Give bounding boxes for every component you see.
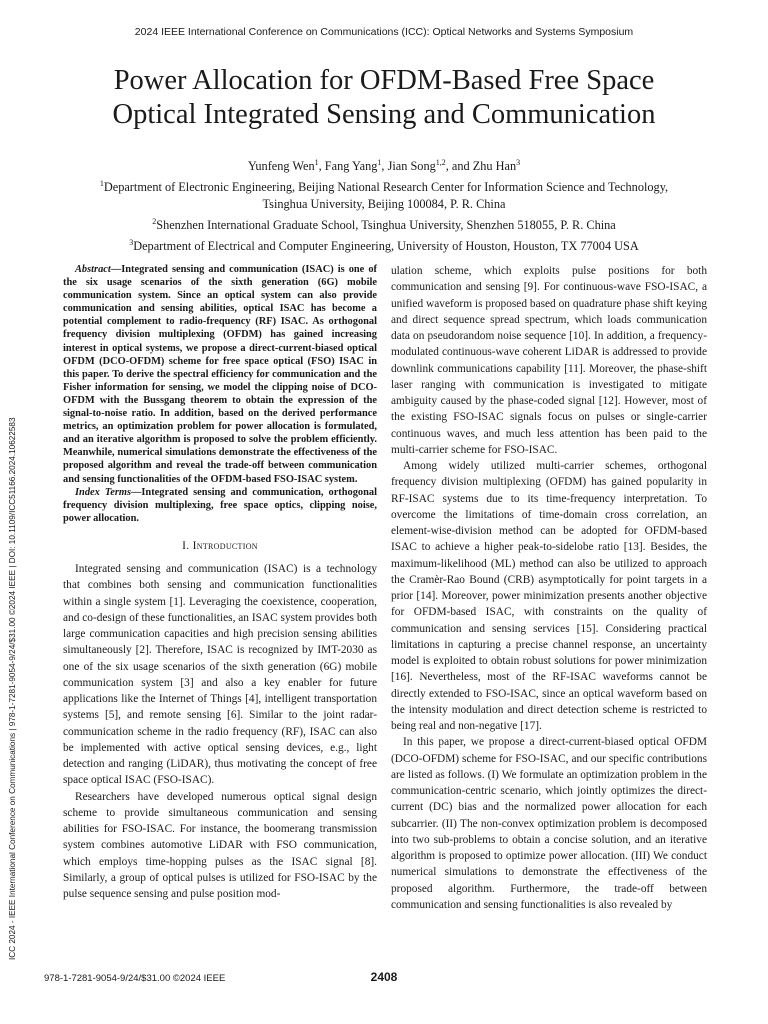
copyright-footer: 978-1-7281-9054-9/24/$31.00 ©2024 IEEE — [44, 973, 226, 984]
doi-sidebar: ICC 2024 - IEEE International Conference on Communications | 978-1-7281-9054-9/24/$31.00 ©2024 IEEE | DOI: 10.1109/ICC51166.2024.10622583 — [8, 417, 17, 960]
conference-header: 2024 IEEE International Conference on Communications (ICC): Optical Networks and Systems Symposium — [134, 26, 634, 38]
author-names — [40, 154, 728, 175]
author-separator: , — [318, 159, 325, 174]
section-title: Introduction — [192, 539, 258, 552]
author-separator: , — [381, 159, 388, 174]
affil-sup: 3 — [129, 238, 134, 248]
affil-text: Department of Electronic Engineering, Beijing National Research Center for Information Science and Technology, — [103, 180, 669, 195]
abstract-label: Abstract — [75, 264, 111, 275]
affiliation-2 — [40, 213, 728, 234]
index-terms-label: Index Terms — [75, 486, 131, 498]
affiliation-1 — [40, 175, 728, 196]
affil-text: Department of Electrical and Computer Engineering, University of Houston, Houston, TX 77004 USA — [133, 239, 639, 254]
section-numeral: I. — [182, 539, 193, 552]
title-line-1: Power Allocation for OFDM-Based Free Space — [113, 65, 655, 96]
author-separator: , and — [445, 159, 473, 174]
index-terms-text: —Integrated sensing and communication, orthogonal frequency division multiplexing, free space optics, clipping noise, power allocation. — [63, 486, 377, 524]
body-paragraph: ulation scheme, which exploits pulse positions for both communication and sensing [9]. For continuous-wave FSO-ISAC, a unified waveform is proposed based on quadrature phase shift keying and direct sequence spread spectrum, which loads communication data on pseudorandom noise sequence [10]. In addition, a frequency-modulated continuous-wave coherent LiDAR is addressed to provide downlink communications capability [11]. Moreover, the phase-shift laser ranging with communication is investigated to mitigate ambiguity caused by the phase-coded signal [12]. However, most of the existing FSO-ISAC signals focus on pulses or single-carrier continuous waves, and much less attention has been paid to the multi-carrier scheme for FSO-ISAC. — [391, 265, 707, 456]
author-name: Jian Song — [387, 159, 436, 174]
affil-sup: 2 — [152, 217, 157, 227]
author-block — [40, 154, 728, 255]
affiliation-3 — [40, 234, 728, 255]
author-name: Fang Yang — [324, 159, 378, 174]
affil-sup: 1 — [99, 179, 104, 189]
index-terms-paragraph — [63, 486, 377, 525]
author-name: Zhu Han — [472, 159, 517, 174]
right-column — [391, 263, 707, 913]
abstract-paragraph — [63, 263, 377, 486]
author-affil-sup: 3 — [516, 158, 521, 167]
author-affil-sup: 1,2 — [435, 158, 446, 167]
left-column — [63, 263, 377, 902]
page-number: 2408 — [370, 970, 398, 984]
body-paragraph: Integrated sensing and communication (ISAC) is a technology that combines both sensing and communication functionalities within a single system [1]. Leveraging the coexistence, cooperation, and co-design of these functionalities, an ISAC system provides both large communication capacities and high precision sensing abilities simultaneously [2]. Therefore, ISAC is recognized by IMT-2030 as one of the six usage scenarios of the sixth generation (6G) mobile communication system [3] and also a key enabler for future applications like the Internet of Things [4], intelligent transportation systems [5], and remote sensing [6]. Similar to the joint radar-communication scheme in the radio frequency (RF), ISAC can also be implemented with active optical sensing devices, e.g., light detection and ranging (LiDAR), thus motivating the concept of free space optical ISAC (FSO-ISAC). — [63, 563, 377, 787]
paper-title — [40, 64, 728, 132]
body-paragraph: Researchers have developed numerous optical signal design scheme to provide simultaneous communication and sensing abilities for FSO-ISAC. For instance, the boomerang transmission system combines automotive LiDAR with FSO communication, which employs time-hopping pulses as the ISAC signal [8]. Similarly, a group of optical pulses is utilized for FSO-ISAC by the pulse sequence sensing and pulse position mod- — [63, 790, 377, 901]
author-affil-sup: 1 — [314, 158, 319, 167]
affiliation-1-cont: Tsinghua University, Beijing 100084, P. R. China — [262, 197, 506, 212]
section-heading-introduction — [63, 538, 377, 554]
title-line-2: Optical Integrated Sensing and Communication — [112, 99, 656, 130]
abstract-block — [63, 263, 377, 525]
author-name: Yunfeng Wen — [247, 159, 315, 174]
affil-text: Shenzhen International Graduate School, Tsinghua University, Shenzhen 518055, P. R. China — [156, 218, 616, 233]
body-paragraph: In this paper, we propose a direct-current-biased optical OFDM (DCO-OFDM) scheme for FSO-ISAC, and our specific contributions are listed as follows. (I) We formulate an optimization problem in the communication-centric scenario, which jointly optimizes the direct-current (DC) bias and the normalized power allocation for each subcarrier. (II) The non-convex optimization problem is decomposed into two sub-problems to obtain a concise solution, and an iterative algorithm is proposed to optimize power allocation. (III) We conduct numerical simulations to demonstrate the effectiveness of the proposed algorithm. Furthermore, the trade-off between communication and sensing functionalities is also revealed by — [391, 736, 707, 911]
author-affil-sup: 1 — [377, 158, 382, 167]
body-paragraph: Among widely utilized multi-carrier schemes, orthogonal frequency division multiplexing (OFDM) has gained popularity in RF-ISAC systems due to its time-frequency interpretation. To overcome the limitations of time-domain cross correlation, an element-wise-division method can be adopted for OFDM-based ISAC to achieve a higher peak-to-sidelobe ratio [13]. Besides, the maximum-likelihood (ML) method can also be utilized to approach the Cramèr-Rao Bound (CRB) asymptotically for point targets in a prior [14]. Moreover, power minimization presents another objective for OFDM-based ISAC, with constraints on the quality of communication and sensing services [15]. Considering practical limitations in capturing a precise channel response, an uncertainty model is exploited to obtain robust solutions for power minimization [16]. Nevertheless, most of the RF-ISAC waveforms cannot be directly extended to FSO-ISAC, since an optical waveform based on the intensity modulation and direct detection scheme is restricted to being real and non-negative [17]. — [391, 460, 707, 732]
abstract-text: —Integrated sensing and communication (ISAC) is one of the six usage scenarios of the sixth generation (6G) mobile communication system. Since an optical system can also provide communication and sensing abilities, optical ISAC has become a potential complement to radio-frequency (RF) ISAC. As orthogonal frequency division multiplexing (OFDM) has gained increasing interest in optical systems, we propose a direct-current-biased optical OFDM (DCO-OFDM) scheme for free space optical (FSO) ISAC in this paper. To derive the spectral efficiency for communication and the Fisher information for sensing, we model the clipping noise of DCO-OFDM with the Bussgang theorem to obtain the expression of the signal-to-noise ratio. In addition, based on the derived performance metrics, an optimization problem for power allocation is formulated, and an iterative algorithm is proposed to solve the problem efficiently. Meanwhile, numerical simulations demonstrate the effectiveness of the proposed algorithm and reveal the trade-off between communication and sensing functionalities of the OFDM-based FSO-ISAC system. — [63, 264, 377, 485]
